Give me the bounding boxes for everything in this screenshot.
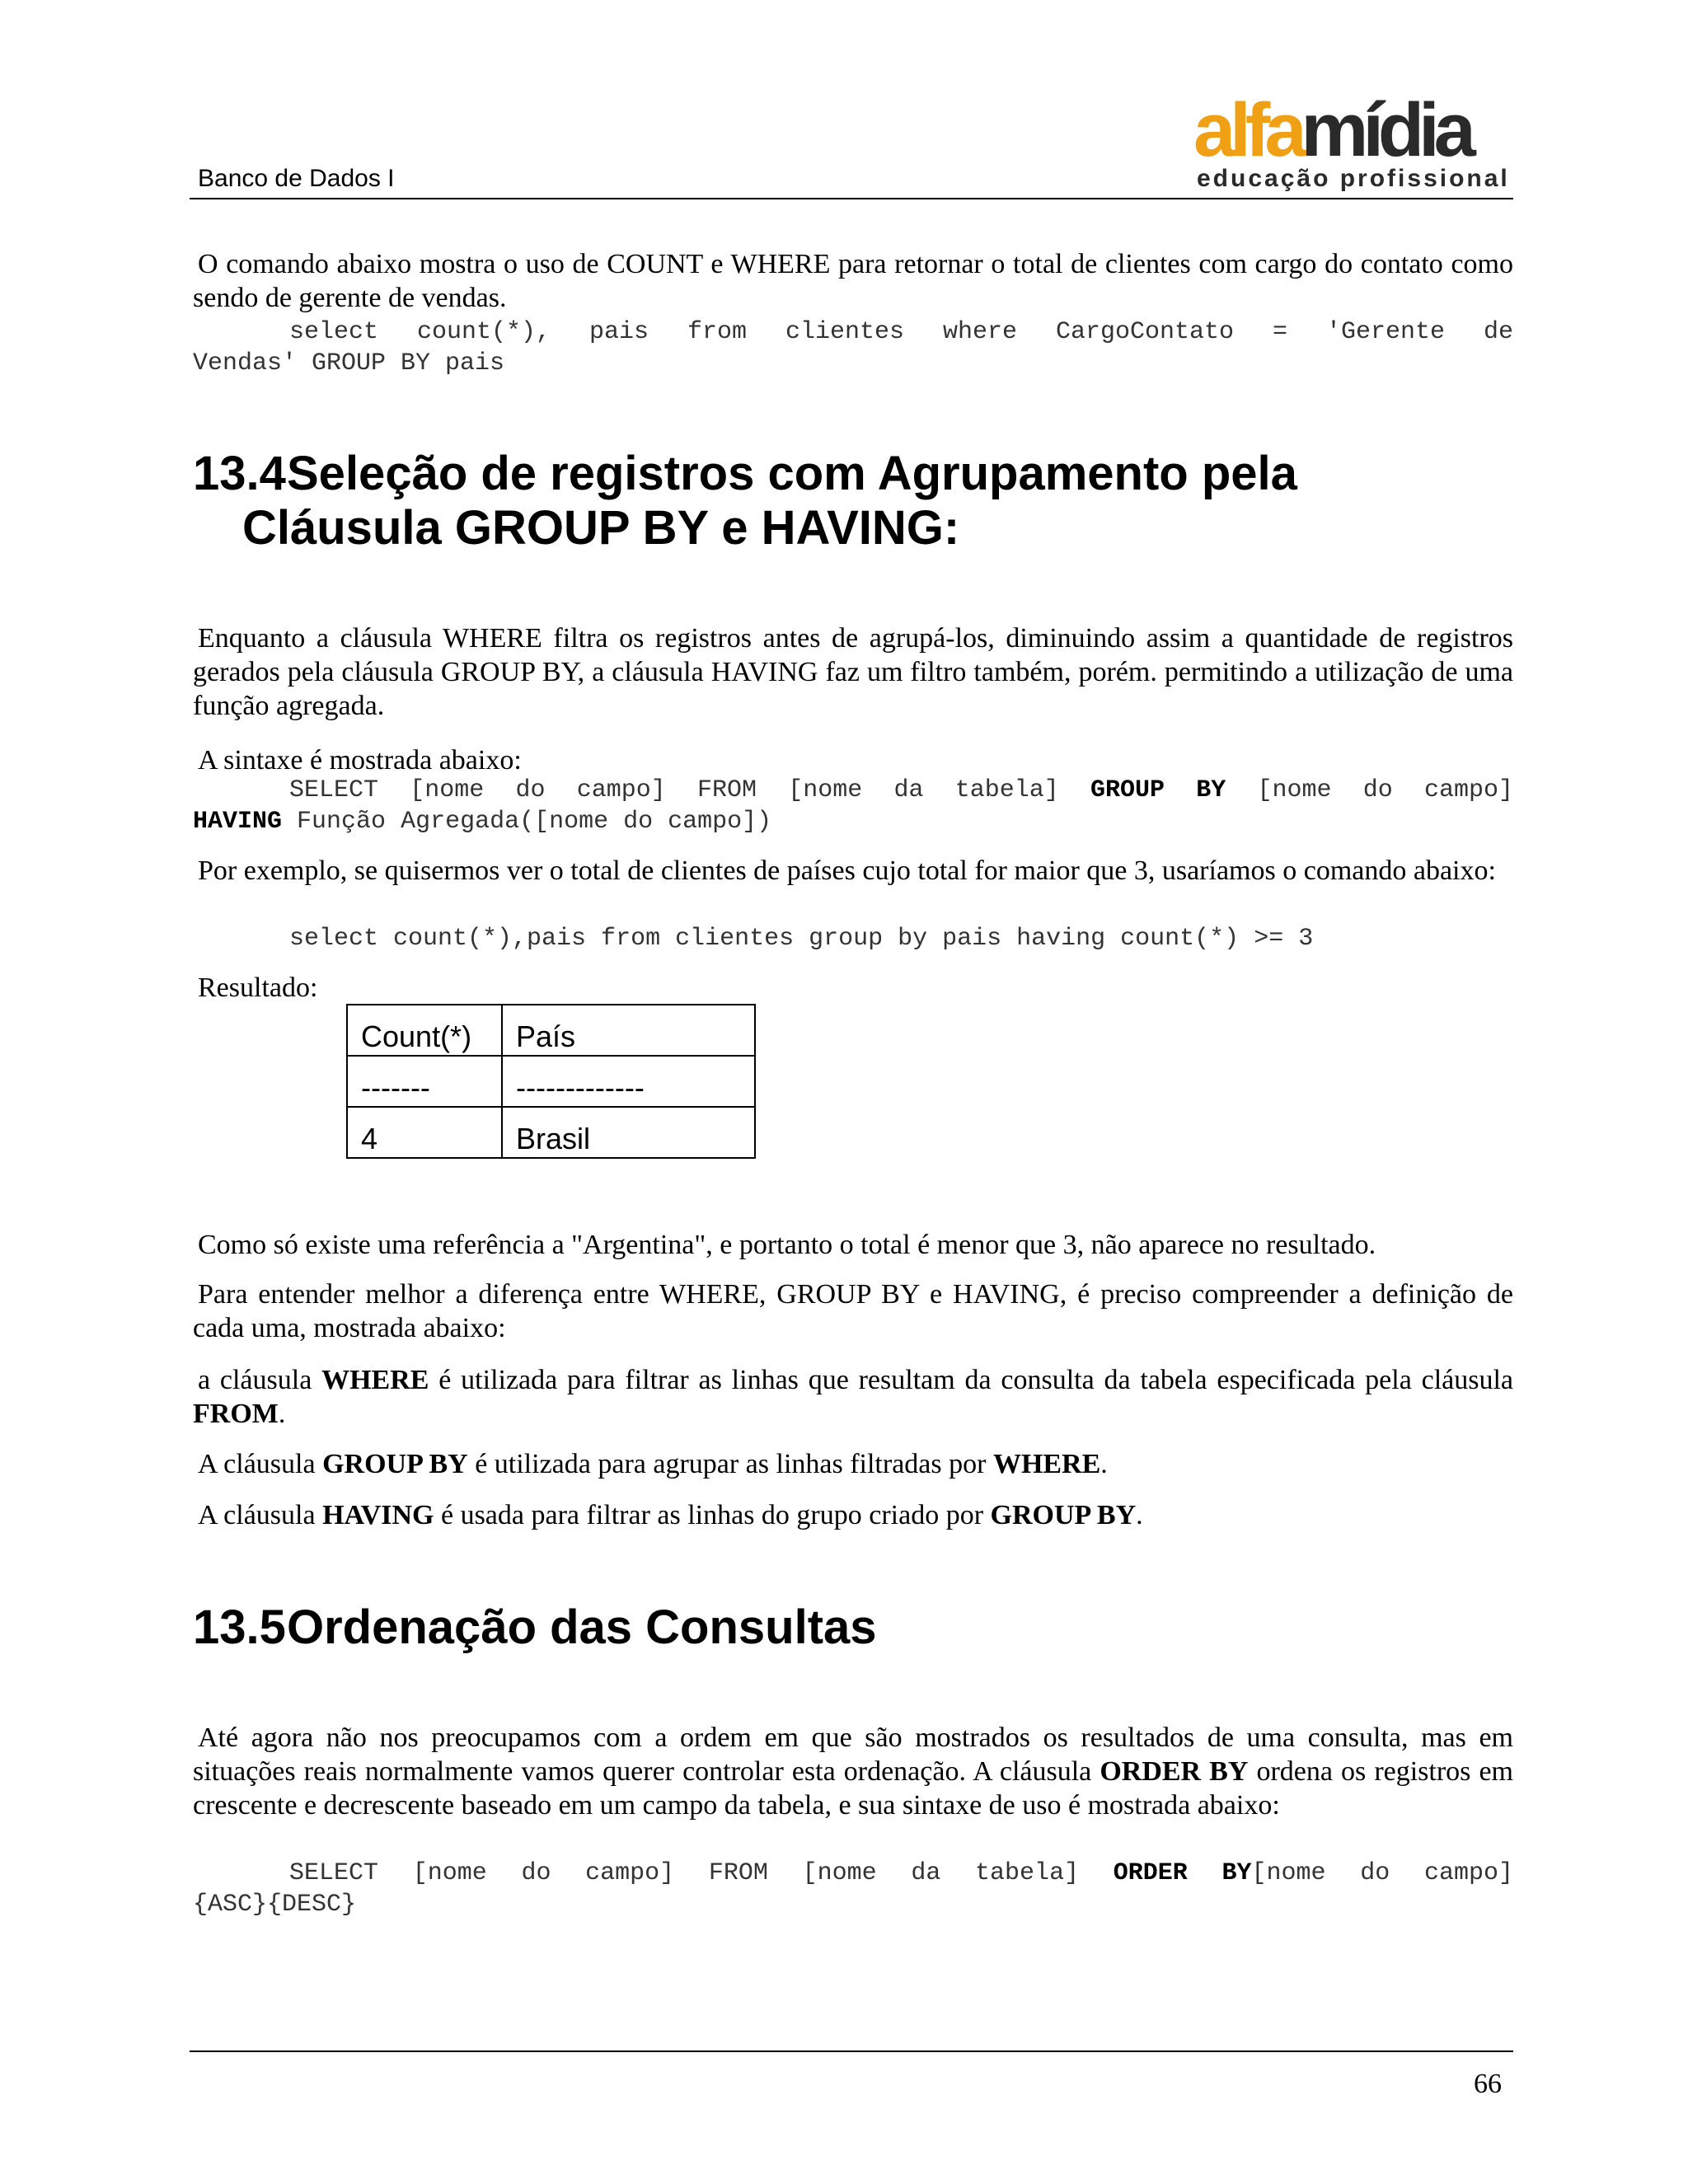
text-run: . bbox=[278, 1399, 286, 1429]
paragraph-text bbox=[193, 1498, 1513, 1532]
code-keyword: ORDER BY bbox=[1113, 1859, 1252, 1887]
bold-term: FROM bbox=[193, 1399, 279, 1429]
paragraph-where-definition bbox=[193, 1363, 1513, 1431]
result-label: Resultado: bbox=[198, 972, 318, 1003]
code-text: SELECT [nome do campo] FROM [nome da tabela] bbox=[289, 776, 1059, 804]
table-cell: ------------- bbox=[502, 1056, 755, 1107]
code-block-count-where bbox=[193, 316, 1513, 379]
code-line bbox=[193, 1858, 1513, 1889]
table-cell: Count(*) bbox=[347, 1005, 502, 1056]
code-block-having-example bbox=[193, 923, 1513, 954]
paragraph-order-by bbox=[193, 1721, 1513, 1822]
table-cell: 4 bbox=[347, 1107, 502, 1158]
code-line: {ASC}{DESC} bbox=[193, 1891, 357, 1919]
paragraph-text: Por exemplo, se quisermos ver o total de clientes de países cujo total for maior que 3, usaríamos o comando abaixo: bbox=[198, 855, 1496, 886]
text-run: . bbox=[1100, 1449, 1108, 1479]
paragraph-text: A sintaxe é mostrada abaixo: bbox=[198, 745, 522, 776]
paragraph-text: Como só existe uma referência a "Argentina", e portanto o total é menor que 3, não aparece no resultado. bbox=[198, 1230, 1376, 1260]
code-line bbox=[193, 806, 1513, 837]
table-row bbox=[347, 1107, 755, 1158]
text-run: ordena os registros em crescente e decrescente baseado em um campo da tabela, e sua sintaxe de uso é mostrada abaixo: bbox=[193, 1756, 1514, 1821]
code-text: [nome do campo] bbox=[1257, 776, 1513, 804]
bold-term: WHERE bbox=[321, 1365, 429, 1395]
paragraph-text: O comando abaixo mostra o uso de COUNT e WHERE para retornar o total de clientes com cargo do contato como sendo de gerente de vendas. bbox=[193, 249, 1513, 313]
table-cell: ------- bbox=[347, 1056, 502, 1107]
code-keyword: HAVING bbox=[193, 808, 283, 836]
paragraph-syntax-intro bbox=[193, 743, 1513, 777]
alfamidia-logo bbox=[1193, 88, 1513, 192]
text-run: a cláusula bbox=[198, 1365, 312, 1395]
text-run: é utilizada para filtrar as linhas que resultam da consulta da tabela especificada pela cláusula bbox=[438, 1365, 1513, 1395]
section-number: 13.4 bbox=[193, 447, 286, 500]
text-run: é usada para filtrar as linhas do grupo criado por bbox=[440, 1500, 984, 1530]
code-line bbox=[193, 775, 1513, 806]
paragraph-text bbox=[193, 1447, 1513, 1481]
header-title: Banco de Dados I bbox=[198, 165, 395, 192]
logo-part-midia: mídia bbox=[1301, 88, 1470, 172]
paragraph-count-where bbox=[193, 247, 1513, 315]
code-text: Função Agregada([nome do campo]) bbox=[297, 808, 772, 836]
paragraph-text: Para entender melhor a diferença entre WHERE, GROUP BY e HAVING, é preciso compreender a definição de cada uma, mostrada abaixo: bbox=[193, 1279, 1513, 1343]
text-run: Até agora não nos preocupamos com a ordem em que são mostrados os resultados de uma consulta, mas em situações reais normalmente vamos querer controlar esta ordenação. A cláusula bbox=[193, 1722, 1513, 1787]
code-keyword: GROUP BY bbox=[1090, 776, 1226, 804]
paragraph-argentina bbox=[193, 1228, 1513, 1262]
heading-title: Ordenação das Consultas bbox=[287, 1601, 877, 1654]
heading-line-1: Seleção de registros com Agrupamento pela bbox=[287, 447, 1297, 500]
paragraph-groupby-definition bbox=[193, 1447, 1513, 1481]
code-line: Vendas' GROUP BY pais bbox=[193, 349, 505, 377]
code-line bbox=[193, 923, 1513, 954]
bold-term: WHERE bbox=[992, 1449, 1101, 1479]
bold-term: HAVING bbox=[322, 1500, 434, 1530]
result-label-block bbox=[193, 971, 1513, 1005]
text-run: A cláusula bbox=[198, 1500, 316, 1530]
header-rule bbox=[190, 198, 1513, 199]
paragraph-example bbox=[193, 854, 1513, 888]
code-line bbox=[193, 316, 1513, 348]
section-heading-13-5 bbox=[193, 1601, 877, 1655]
paragraph-text bbox=[193, 1363, 1513, 1431]
code-text: SELECT [nome do campo] FROM [nome da tabela] bbox=[289, 1859, 1080, 1887]
table-cell: Brasil bbox=[502, 1107, 755, 1158]
table-row bbox=[347, 1056, 755, 1107]
bold-term: GROUP BY bbox=[322, 1449, 468, 1479]
result-table bbox=[346, 1004, 756, 1159]
text-run: . bbox=[1136, 1500, 1143, 1530]
section-heading-13-4 bbox=[193, 447, 1297, 555]
result-table-body bbox=[347, 1005, 755, 1158]
code-block-having-syntax bbox=[193, 775, 1513, 837]
logo-wordmark bbox=[1193, 88, 1470, 172]
code-text: [nome do campo] bbox=[1251, 1859, 1513, 1887]
table-cell: País bbox=[502, 1005, 755, 1056]
section-number: 13.5 bbox=[193, 1601, 286, 1654]
paragraph-text: Enquanto a cláusula WHERE filtra os registros antes de agrupá-los, diminuindo assim a quantidade de registros gerados pela cláusula GROUP BY, a cláusula HAVING faz um filtro também, porém. permitindo a utilização de uma função agregada. bbox=[193, 623, 1513, 721]
paragraph-having-definition bbox=[193, 1498, 1513, 1532]
paragraph-definitions-intro bbox=[193, 1277, 1513, 1345]
logo-tagline: educação profissional bbox=[1197, 165, 1510, 192]
code-block-order-by-syntax bbox=[193, 1858, 1513, 1920]
table-header-row bbox=[347, 1005, 755, 1056]
footer-rule bbox=[190, 2050, 1513, 2052]
code-text: select count(*),pais from clientes group by pais having count(*) >= 3 bbox=[289, 925, 1314, 953]
code-text: select count(*), pais from clientes where CargoContato = 'Gerente de bbox=[289, 318, 1513, 346]
paragraph-text bbox=[193, 1721, 1513, 1822]
paragraph-where-vs-having bbox=[193, 621, 1513, 723]
text-run: é utilizada para agrupar as linhas filtradas por bbox=[475, 1449, 987, 1479]
text-run: A cláusula bbox=[198, 1449, 316, 1479]
bold-term: GROUP BY bbox=[990, 1500, 1137, 1530]
page-number: 66 bbox=[1474, 2069, 1502, 2099]
logo-part-alfa: alfa bbox=[1193, 88, 1301, 172]
heading-line-2: Cláusula GROUP BY e HAVING: bbox=[242, 501, 960, 555]
bold-term: ORDER BY bbox=[1100, 1756, 1249, 1787]
